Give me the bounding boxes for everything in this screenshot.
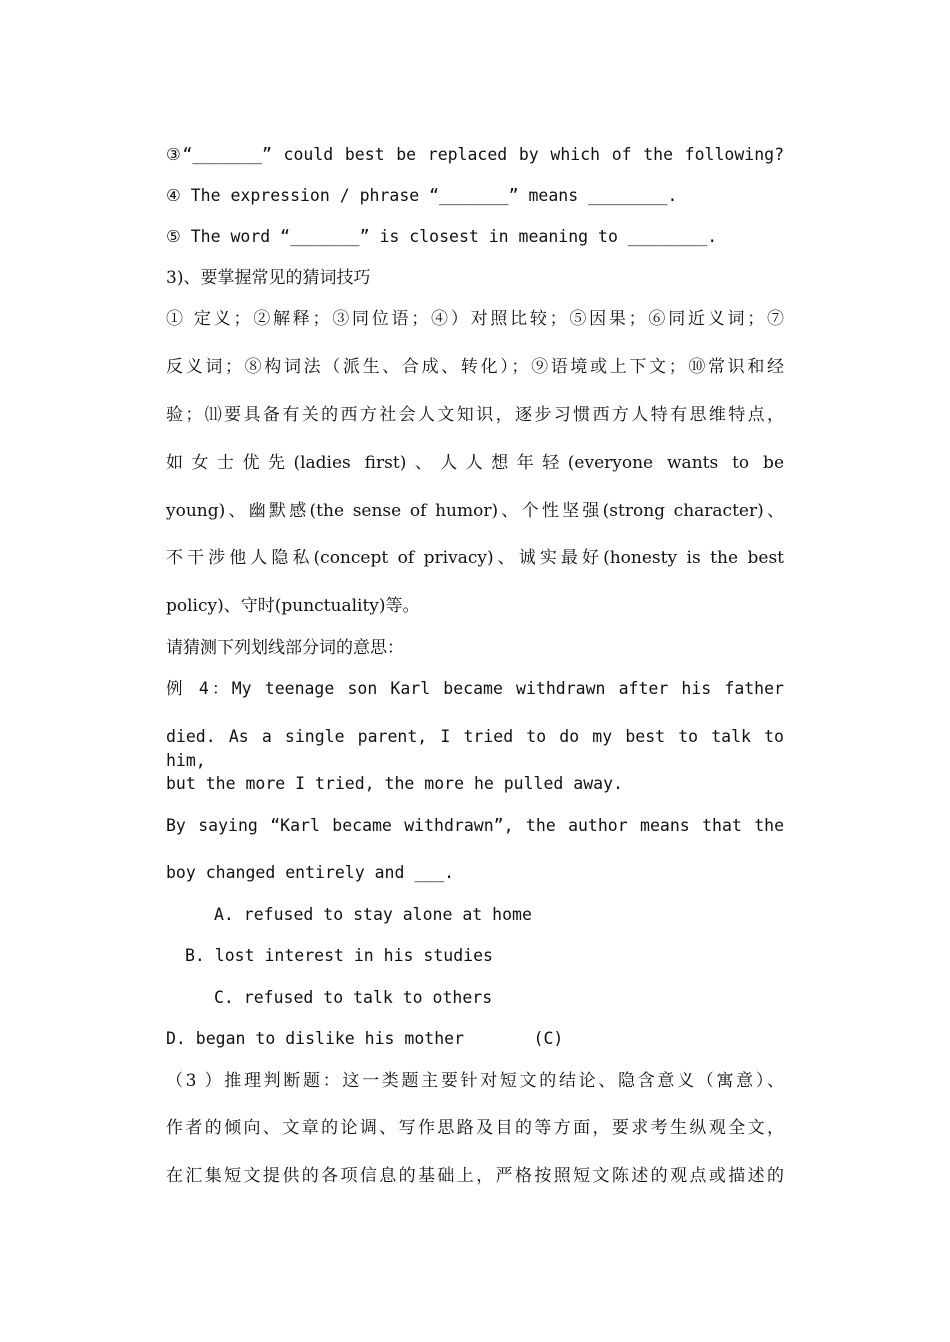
example-passage-line-1: 例 4：My teenage son Karl became withdrawn after his father: [166, 679, 784, 698]
inference-section-line-2: 作者的倾向、文章的论调、写作思路及目的等方面，要求考生纵观全文，: [166, 1118, 784, 1138]
technique-list-line-5: young)、幽默感(the sense of humor)、个性坚强(strong character)、: [166, 501, 784, 521]
technique-list-line-7: policy)、守时(punctuality)等。: [166, 596, 420, 616]
inference-section-line-1: （3 ）推理判断题：这一类题主要针对短文的结论、隐含意义（寓意）、: [166, 1071, 784, 1091]
question-stem-4: ④ The expression / phrase “_______” means ________.: [166, 186, 678, 205]
technique-list-line-3: 验；⑾要具备有关的西方社会人文知识，逐步习惯西方人特有思维特点，: [166, 405, 784, 425]
option-d-with-answer: D. began to dislike his mother (C): [166, 1029, 564, 1048]
option-a: A. refused to stay alone at home: [214, 905, 532, 924]
instruction-text: 请猜测下列划线部分词的意思：: [166, 638, 404, 658]
section-heading-guessing-techniques: 3)、要掌握常见的猜词技巧: [166, 268, 371, 288]
technique-list-line-2: 反义词；⑧构词法（派生、合成、转化）；⑨语境或上下文；⑩常识和经: [166, 357, 784, 377]
example-question-line-2: boy changed entirely and ___.: [166, 863, 455, 882]
question-stem-3: ③“_______” could best be replaced by which of the following?: [166, 145, 784, 164]
example-passage-line-3: but the more I tried, the more he pulled away.: [166, 774, 623, 793]
example-passage-line-2: died. As a single parent, I tried to do my best to talk to him,: [166, 727, 784, 770]
option-b: B. lost interest in his studies: [185, 946, 493, 965]
example-question-line-1: By saying “Karl became withdrawn”, the author means that the: [166, 816, 784, 835]
technique-list-line-1: ① 定义；②解释；③同位语；④）对照比较；⑤因果；⑥同近义词；⑦: [166, 309, 784, 329]
technique-list-line-4: 如女士优先(ladies first)、人人想年轻(everyone wants to be: [166, 453, 784, 473]
inference-section-line-3: 在汇集短文提供的各项信息的基础上，严格按照短文陈述的观点或描述的: [166, 1166, 784, 1186]
question-stem-5: ⑤ The word “_______” is closest in meaning to ________.: [166, 227, 718, 246]
option-c: C. refused to talk to others: [214, 988, 493, 1007]
technique-list-line-6: 不干涉他人隐私(concept of privacy)、诚实最好(honesty is the best: [166, 548, 784, 568]
